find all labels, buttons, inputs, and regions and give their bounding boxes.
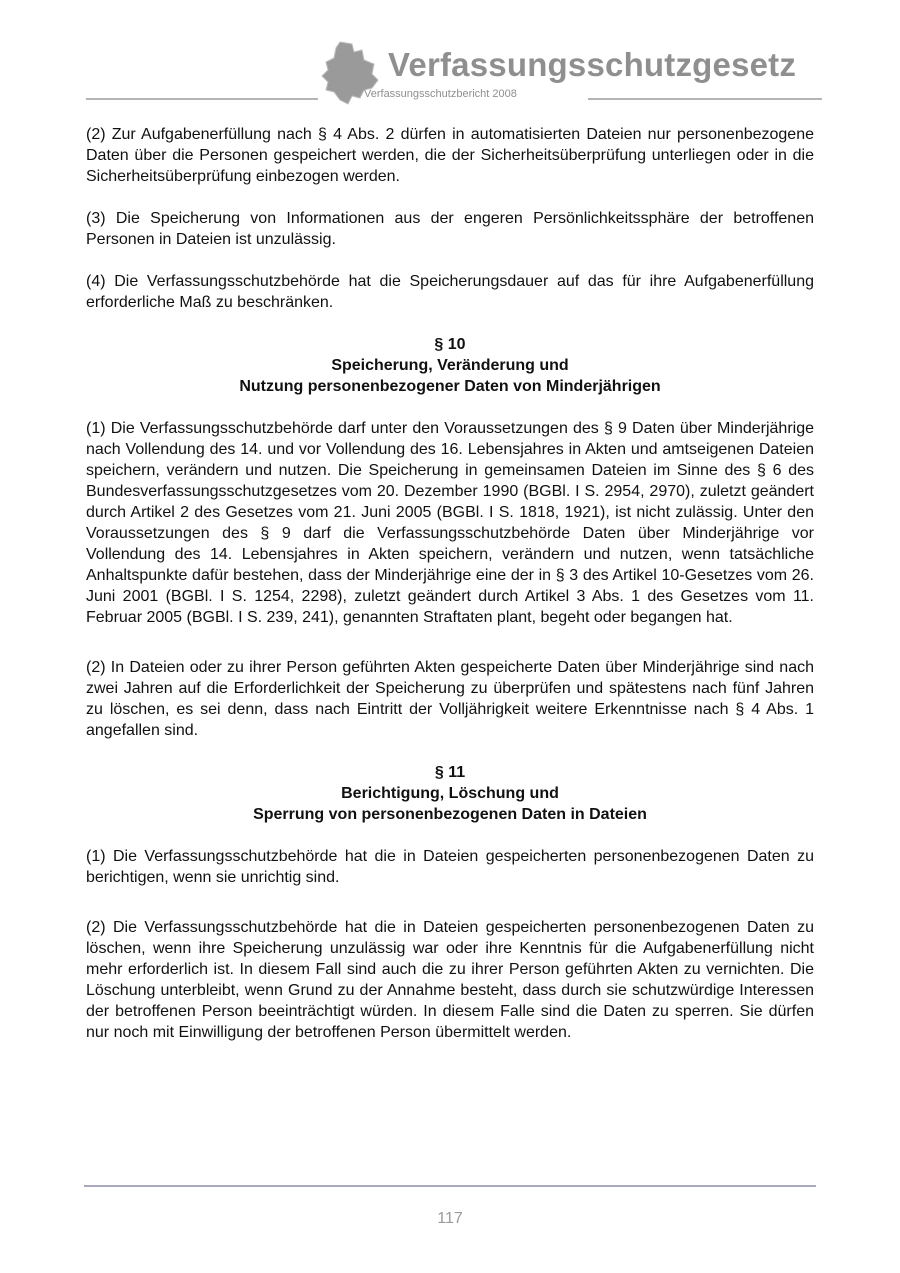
section-number: § 11 <box>434 764 466 781</box>
footer-rule <box>84 1185 816 1187</box>
page-number: 117 <box>437 1210 463 1227</box>
page-header <box>0 0 900 110</box>
paragraph-9-3: (3) Die Speicherung von Informationen aus der engeren Persönlichkeitssphäre der betroffenen Personen in Dateien ist unzulässig. <box>86 210 814 248</box>
section-11-heading <box>86 762 814 825</box>
section-title-line: Nutzung personenbezogener Daten von Minderjährigen <box>239 378 661 395</box>
paragraph-9-4: (4) Die Verfassungsschutzbehörde hat die Speicherungsdauer auf das für ihre Aufgabenerfüllung erforderliche Maß zu beschränken. <box>86 273 814 311</box>
section-number: § 10 <box>434 336 466 353</box>
header-rule-left <box>86 98 318 100</box>
section-title-line: Sperrung von personenbezogenen Daten in Dateien <box>253 806 647 823</box>
paragraph-10-1: (1) Die Verfassungsschutzbehörde darf unter den Voraussetzungen des § 9 Daten über Minderjährige nach Vollendung des 14. und vor Vollendung des 16. Lebensjahres in Akten und amtseigenen Dateien speichern, verändern und nutzen. Die Speicherung in gemeinsamen Dateien im Sinne des § 6 des Bundesverfassungsschutzgesetzes vom 20. Dezember 1990 (BGBl. I S. 2954, 2970), zuletzt geändert durch Artikel 2 des Gesetzes vom 21. Juni 2005 (BGBl. I S. 1818, 1921), ist nicht zulässig. Unter den Voraussetzungen des § 9 darf die Verfassungsschutzbehörde Daten über Minderjährige vor Vollendung des 14. Lebensjahres in Akten speichern, verändern und nutzen, wenn tatsächliche Anhaltspunkte dafür bestehen, dass der Minderjährige eine der in § 3 des Artikel 10-Gesetzes vom 26. Juni 2001 (BGBl. I S. 1254, 2298), zuletzt geändert durch Artikel 3 Abs. 1 des Gesetzes vom 11. Februar 2005 (BGBl. I S. 239, 241), genannten Straftaten plant, begeht oder begangen hat. <box>86 420 814 626</box>
paragraph-11-1: (1) Die Verfassungsschutzbehörde hat die in Dateien gespeicherten personenbezogenen Daten zu berichtigen, wenn sie unrichtig sind. <box>86 848 814 886</box>
document-body <box>86 124 814 1043</box>
section-10-heading <box>86 334 814 397</box>
section-title-line: Berichtigung, Löschung und <box>341 785 559 802</box>
header-title: Verfassungsschutzgesetz <box>388 46 797 83</box>
paragraph-11-2: (2) Die Verfassungsschutzbehörde hat die in Dateien gespeicherten personenbezogenen Daten zu löschen, wenn ihre Speicherung unzulässig war oder ihre Kenntnis für die Aufgabenerfüllung nicht mehr erforderlich ist. In diesem Fall sind auch die zu ihrer Person geführten Akten zu vernichten. Die Löschung unterbleibt, wenn Grund zu der Annahme besteht, dass durch sie schutzwürdige Interessen der betroffenen Person beeinträchtigt würden. In diesem Falle sind die Daten zu sperren. Sie dürfen nur noch mit Einwilligung der betroffenen Person übermittelt werden. <box>86 919 814 1041</box>
header-rule-right <box>588 98 822 100</box>
header-subtitle: Verfassungsschutzbericht 2008 <box>364 88 517 100</box>
paragraph-9-2: (2) Zur Aufgabenerfüllung nach § 4 Abs. 2 dürfen in automatisierten Dateien nur personenbezogene Daten über die Personen gespeichert werden, die der Sicherheitsüberprüfung unterliegen oder in die Sicherheitsüberprüfung einbezogen werden. <box>86 126 814 185</box>
section-title-line: Speicherung, Veränderung und <box>331 357 569 374</box>
paragraph-10-2: (2) In Dateien oder zu ihrer Person geführten Akten gespeicherte Daten über Minderjährige sind nach zwei Jahren auf die Erforderlichkeit der Speicherung zu überprüfen und spätestens nach fünf Jahren zu löschen, es sei denn, dass nach Eintritt der Volljährigkeit weitere Erkenntnisse nach § 4 Abs. 1 angefallen sind. <box>86 659 814 739</box>
